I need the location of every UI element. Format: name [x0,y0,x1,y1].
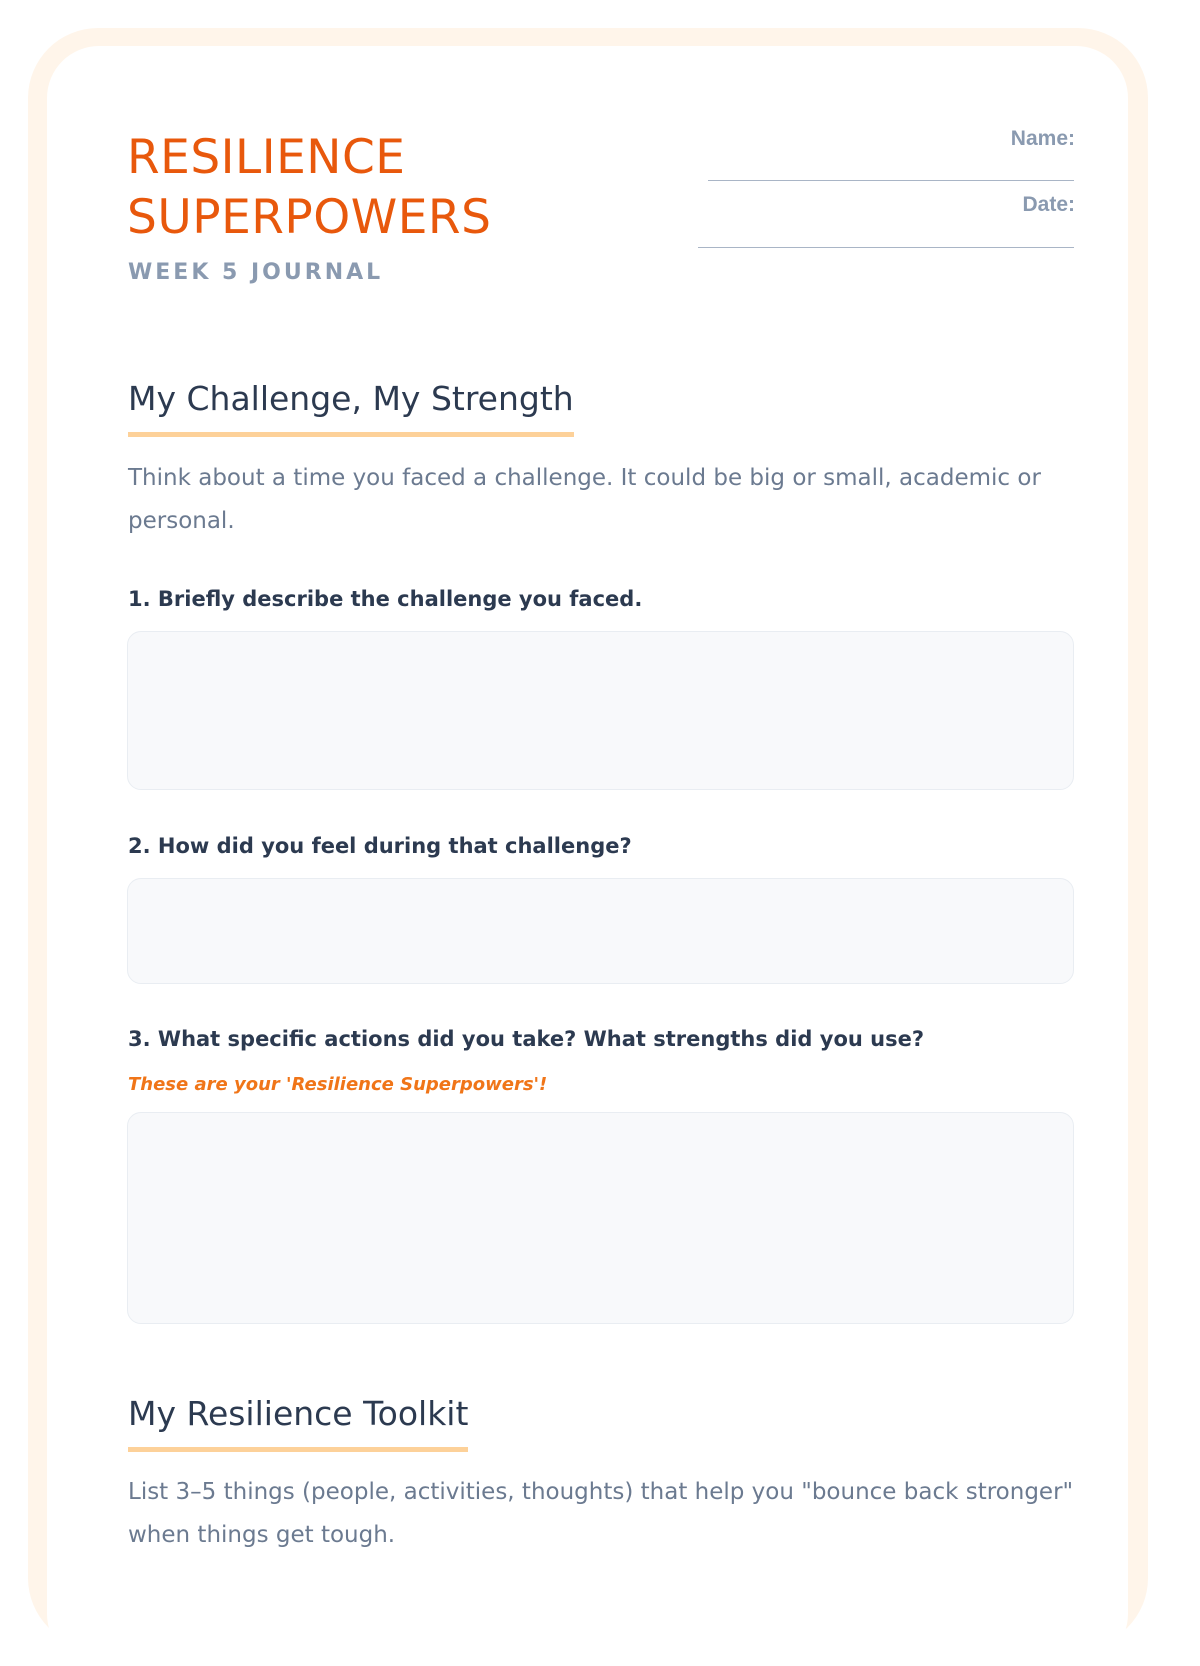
question-3-answer-box[interactable] [127,1112,1074,1324]
question-1-answer-box[interactable] [127,631,1074,790]
date-label: Date: [1022,193,1075,216]
title-line-1: RESILIENCE [127,130,406,185]
title-line-2: SUPERPOWERS [127,190,492,245]
name-field-line[interactable] [708,180,1074,181]
question-1-label: 1. Briefly describe the challenge you faced. [128,587,643,611]
page-title [127,128,491,248]
question-2-label: 2. How did you feel during that challenge? [128,834,632,858]
section-title-challenge: My Challenge, My Strength [128,378,574,437]
question-3-label: 3. What specific actions did you take? What strengths did you use? [128,1027,925,1051]
section-title-toolkit: My Resilience Toolkit [128,1393,468,1452]
section-intro-challenge: Think about a time you faced a challenge. It could be big or small, academic or personal. [128,465,1041,534]
question-2-answer-box[interactable] [127,878,1074,984]
name-label: Name: [1010,127,1075,150]
date-field-line[interactable] [698,247,1074,248]
section-intro-toolkit: List 3–5 things (people, activities, thoughts) that help you "bounce back stronger" when things get tough. [128,1479,1074,1548]
page-subtitle: WEEK 5 JOURNAL [128,260,384,285]
question-3-hint: These are your 'Resilience Superpowers'! [128,1074,548,1095]
